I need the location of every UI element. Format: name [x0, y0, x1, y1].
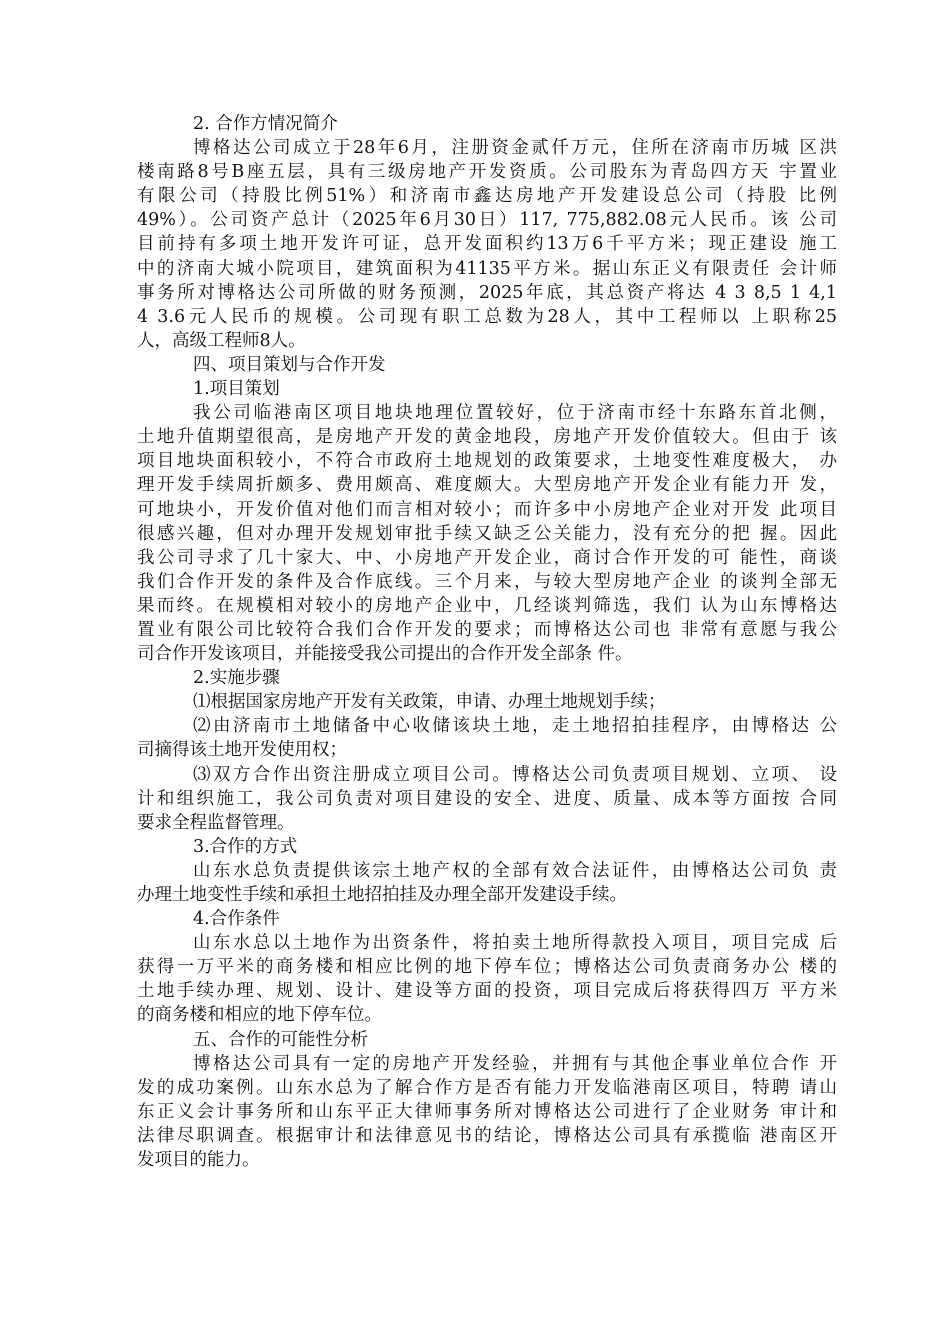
text-line: 49%）。公司资产总计（2025年6月30日）117, 775,882.08元人民币。该 公司 [137, 210, 837, 231]
text-line: 中的济南大城小院项目，建筑面积为41135平方米。据山东正义有限责任 会计师 [137, 258, 837, 279]
text-line: 我们合作开发的条件及合作底线。三个月来，与较大型房地产企业 的谈判全部无 [137, 571, 837, 592]
step-3 [137, 763, 837, 835]
text-line: 置业有限公司比较符合我们合作开发的要求；而博格达公司也 非常有意愿与我公 [137, 619, 837, 640]
document-page [137, 112, 837, 1172]
paragraph-cooperation-conditions [137, 931, 837, 1027]
text-line: 可地块小，开发价值对他们而言相对较小；而许多中小房地产企业对开发 此项目 [137, 499, 837, 520]
text-line: 法律尽职调查。根据审计和法律意见书的结论，博格达公司具有承揽临 港南区开 [137, 1125, 837, 1146]
text-line: 事务所对博格达公司所做的财务预测，2025年底，其总资产将达 4 3 8,5 1 4,1 [137, 282, 837, 303]
text-line: 果而终。在规模相对较小的房地产企业中，几经谈判筛选，我们 认为山东博格达 [137, 595, 837, 616]
text-line: 发项目的能力。 [137, 1150, 260, 1171]
text-line: 有限公司（持股比例51%）和济南市鑫达房地产开发建设总公司（持股 比例 [137, 186, 837, 207]
paragraph-planning [137, 401, 837, 666]
text-line: 办理土地变性手续和承担土地招拍挂及办理全部开发建设手续。 [137, 885, 627, 905]
paragraph-partner-intro [137, 136, 837, 353]
text-line: 土地升值期望很高，是房地产开发的黄金地段，房地产开发价值较大。但由于 该 [137, 427, 837, 448]
text-line: 计和组织施工，我公司负责对项目建设的安全、进度、质量、成本等方面按 合同 [137, 788, 837, 809]
text-line: 博格达公司具有一定的房地产开发经验，并拥有与其他企事业单位合作 开 [193, 1053, 837, 1074]
text-line: 要求全程监督管理。 [137, 812, 295, 833]
text-line: ⑶双方合作出资注册成立项目公司。博格达公司负责项目规划、立项、 设 [193, 764, 837, 785]
text-line: 司摘得该土地开发使用权； [137, 740, 347, 761]
paragraph-cooperation-method [137, 859, 837, 907]
text-line: 我公司寻求了几十家大、中、小房地产开发企业，商讨合作开发的可 能性，商谈 [137, 547, 837, 568]
section-heading-partner-intro: 2. 合作方情况简介 [193, 114, 338, 134]
step-2 [137, 714, 837, 762]
subheading-steps: 2.实施步骤 [193, 668, 280, 689]
subheading-cooperation-method: 3.合作的方式 [193, 836, 298, 857]
text-line: 山东水总负责提供该宗土地产权的全部有效合法证件，由博格达公司负 责 [193, 860, 837, 881]
text-line: 4 3.6元人民币的规模。公司现有职工总数为28人，其中工程师以 上职称25 [137, 306, 837, 327]
text-line: 司合作开发该项目，并能接受我公司提出的合作开发全部条 件。 [137, 644, 633, 665]
text-line: 博格达公司成立于28年6月，注册资金贰仟万元，住所在济南市历城 区洪 [193, 138, 837, 159]
text-line: 目前持有多项土地开发许可证，总开发面积约13万6千平方米；现正建设 施工 [137, 234, 837, 255]
text-line: 理开发手续周折颇多、费用颇高、难度颇大。大型房地产开发企业有能力开 发， [137, 475, 837, 496]
text-line: 很感兴趣，但对办理开发规划审批手续又缺乏公关能力，没有充分的把 握。因此 [137, 523, 837, 544]
text-line: 项目地块面积较小，不符合市政府土地规划的政策要求，土地变性难度极大， 办 [137, 451, 837, 472]
step-1: ⑴根据国家房地产开发有关政策，申请、办理土地规划手续； [193, 692, 666, 713]
paragraph-feasibility [137, 1052, 837, 1172]
section-heading-feasibility: 五、合作的可能性分析 [193, 1029, 368, 1050]
text-line: 楼南路8号B座五层，具有三级房地产开发资质。公司股东为青岛四方天 宇置业 [137, 162, 837, 183]
text-line: 我公司临港南区项目地块地理位置较好，位于济南市经十东路东首北侧， [193, 403, 837, 424]
text-line: 获得一万平米的商务楼和相应比例的地下停车位；博格达公司负责商务办公 楼的 [137, 957, 837, 978]
subheading-cooperation-conditions: 4.合作条件 [193, 909, 280, 930]
text-line: 发的成功案例。山东水总为了解合作方是否有能力开发临港南区项目，特聘 请山 [137, 1077, 837, 1098]
text-line: 东正义会计事务所和山东平正大律师事务所对博格达公司进行了企业财务 审计和 [137, 1101, 837, 1122]
section-heading-project-planning: 四、项目策划与合作开发 [193, 354, 386, 375]
subheading-planning: 1.项目策划 [193, 379, 280, 400]
text-line: 人，高级工程师8人。 [137, 330, 306, 351]
text-line: ⑵由济南市土地储备中心收储该块土地，走土地招拍挂程序，由博格达 公 [193, 716, 837, 737]
text-line: 山东水总以土地作为出资条件，将拍卖土地所得款投入项目，项目完成 后 [193, 933, 837, 954]
text-line: 的商务楼和相应的地下停车位。 [137, 1005, 382, 1026]
text-line: 土地手续办理、规划、设计、建设等方面的投资，项目完成后将获得四万 平方米 [137, 981, 837, 1002]
